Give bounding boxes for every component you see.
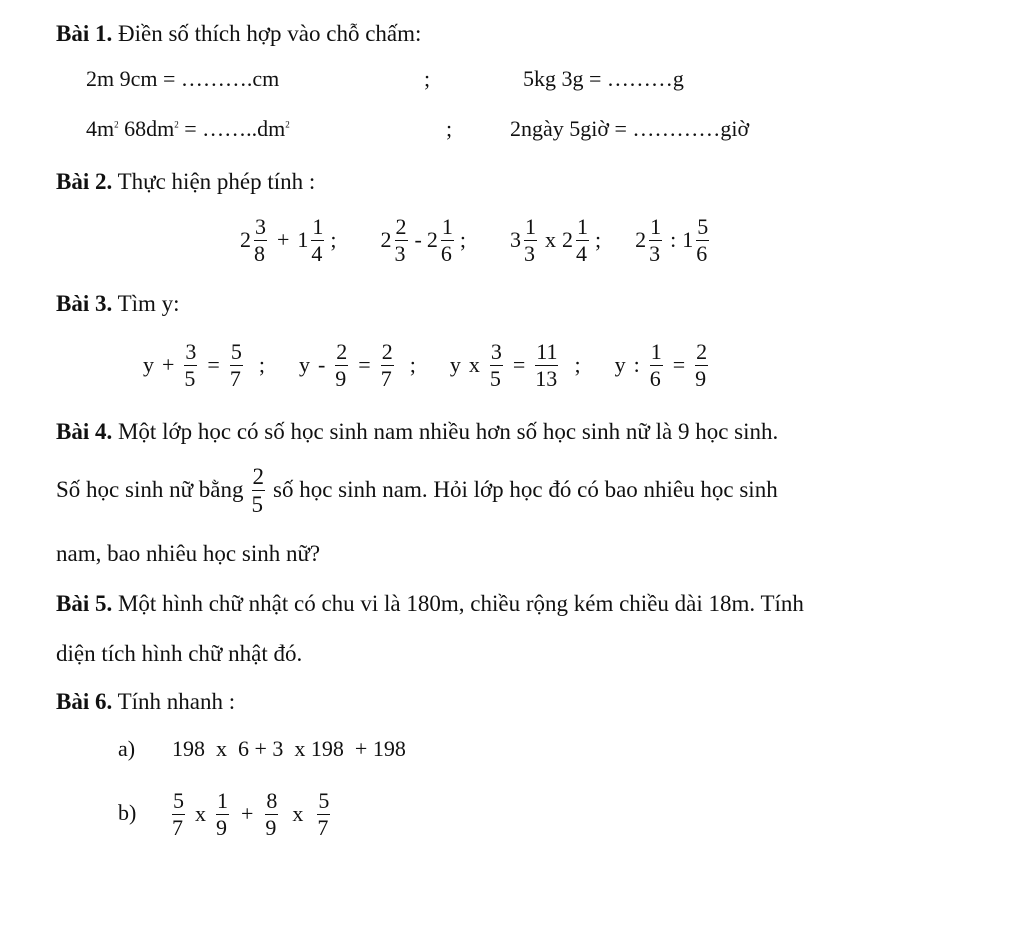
fraction bbox=[524, 213, 537, 266]
mixed-whole: 2 bbox=[635, 227, 647, 252]
denominator: 3 bbox=[649, 240, 661, 266]
bai4-text-2a: Số học sinh nữ bằng bbox=[56, 477, 244, 502]
denominator: 9 bbox=[335, 365, 347, 391]
separator: ; bbox=[409, 352, 416, 377]
bai3-instruction: Tìm y: bbox=[117, 291, 180, 316]
denominator: 7 bbox=[172, 814, 183, 840]
bai5-title: Bài 5. bbox=[56, 591, 113, 616]
bai3-title: Bài 3. bbox=[56, 291, 113, 316]
separator: ; bbox=[574, 352, 581, 377]
operator: - bbox=[317, 352, 326, 377]
bai5-line-2: diện tích hình chữ nhật đó. bbox=[56, 641, 303, 666]
numerator: 2 bbox=[381, 338, 393, 364]
superscript: 2 bbox=[114, 119, 119, 130]
denominator: 9 bbox=[695, 365, 707, 391]
bai5-text-1: Một hình chữ nhật có chu vi là 180m, chiều rộng kém chiều dài 18m. Tính bbox=[117, 591, 804, 616]
denominator: 9 bbox=[265, 814, 277, 840]
equals-sign: = bbox=[207, 352, 220, 377]
numerator: 1 bbox=[525, 213, 536, 239]
fraction bbox=[380, 338, 394, 391]
fraction bbox=[252, 465, 266, 516]
fraction bbox=[576, 213, 589, 266]
numerator: 2 bbox=[696, 338, 708, 364]
bai4-title: Bài 4. bbox=[56, 419, 113, 444]
denominator: 4 bbox=[311, 240, 323, 266]
denominator: 6 bbox=[649, 365, 661, 391]
bai1-item-2a-part3: = ……..dm bbox=[184, 116, 286, 141]
denominator: 5 bbox=[184, 365, 196, 391]
mixed-whole: 1 bbox=[682, 227, 694, 252]
numerator: 2 bbox=[252, 463, 265, 489]
numerator: 2 bbox=[395, 213, 407, 239]
bai1-item-2b: 2ngày 5giờ = …………giờ bbox=[510, 116, 750, 141]
fraction bbox=[649, 213, 662, 266]
bai2-expressions bbox=[240, 210, 711, 270]
separator: ; bbox=[459, 227, 466, 252]
variable-y: y bbox=[449, 352, 461, 377]
bai6-label-a: a) bbox=[118, 736, 136, 761]
operator: - bbox=[414, 227, 422, 252]
numerator: 5 bbox=[318, 787, 330, 813]
fraction bbox=[254, 213, 267, 266]
numerator: 1 bbox=[650, 213, 662, 239]
denominator: 6 bbox=[440, 240, 452, 266]
bai2-instruction: Thực hiện phép tính : bbox=[117, 169, 316, 194]
fraction bbox=[489, 338, 503, 391]
bai1-item-1a: 2m 9cm = ……….cm bbox=[86, 66, 280, 91]
numerator: 5 bbox=[230, 338, 242, 364]
bai6-label-b: b) bbox=[118, 800, 137, 825]
numerator: 11 bbox=[536, 338, 558, 364]
superscript: 2 bbox=[174, 119, 179, 130]
denominator: 7 bbox=[317, 814, 329, 840]
operator: + bbox=[241, 801, 254, 826]
numerator: 1 bbox=[650, 338, 662, 364]
numerator: 2 bbox=[336, 338, 348, 364]
fraction bbox=[172, 787, 185, 840]
superscript: 2 bbox=[285, 119, 290, 130]
bai6-heading bbox=[56, 690, 235, 713]
bai4-text-1: Một lớp học có số học sinh nam nhiều hơn số học sinh nữ là 9 học sinh. bbox=[117, 419, 779, 444]
fraction bbox=[535, 338, 558, 391]
fraction bbox=[317, 787, 330, 840]
bai5-line-1 bbox=[56, 592, 804, 615]
mixed-whole: 3 bbox=[510, 227, 521, 252]
bai3-heading bbox=[56, 292, 180, 315]
bai1-separator-1: ; bbox=[424, 66, 431, 91]
denominator: 7 bbox=[229, 365, 241, 391]
operator: + bbox=[162, 352, 175, 377]
equals-sign: = bbox=[512, 352, 526, 377]
bai4-line-2 bbox=[56, 460, 778, 520]
operator: : bbox=[670, 227, 677, 252]
numerator: 3 bbox=[255, 213, 266, 239]
bai2-heading bbox=[56, 170, 315, 193]
denominator: 5 bbox=[251, 491, 264, 517]
variable-y: y bbox=[143, 352, 154, 377]
variable-y: y bbox=[614, 352, 626, 377]
bai1-title: Bài 1. bbox=[56, 21, 113, 46]
bai1-item-2a-part2: 68dm bbox=[124, 116, 175, 141]
bai1-item-2a-part1: 4m bbox=[86, 116, 115, 141]
bai6-title: Bài 6. bbox=[56, 689, 113, 714]
fraction bbox=[229, 338, 243, 391]
fraction bbox=[695, 338, 708, 391]
numerator: 1 bbox=[577, 213, 588, 239]
bai3-equations bbox=[143, 335, 710, 395]
numerator: 8 bbox=[266, 787, 278, 813]
separator: ; bbox=[595, 227, 602, 252]
denominator: 8 bbox=[254, 240, 265, 266]
fraction bbox=[311, 213, 324, 266]
denominator: 3 bbox=[524, 240, 535, 266]
equals-sign: = bbox=[358, 352, 371, 377]
denominator: 9 bbox=[216, 814, 227, 840]
bai4-line-1 bbox=[56, 420, 778, 443]
bai1-item-1b: 5kg 3g = ………g bbox=[523, 66, 684, 91]
variable-y: y bbox=[298, 352, 310, 377]
separator: ; bbox=[330, 227, 337, 252]
mixed-whole: 2 bbox=[562, 227, 573, 252]
bai2-title: Bài 2. bbox=[56, 169, 113, 194]
fraction bbox=[216, 787, 229, 840]
operator: x bbox=[468, 352, 480, 377]
numerator: 1 bbox=[217, 787, 228, 813]
bai6-expression-b bbox=[170, 784, 332, 844]
fraction bbox=[184, 338, 197, 391]
fraction bbox=[440, 213, 454, 266]
numerator: 1 bbox=[441, 213, 453, 239]
bai6-instruction: Tính nhanh : bbox=[117, 689, 236, 714]
operator: x bbox=[292, 801, 304, 826]
operator: : bbox=[633, 352, 640, 377]
equals-sign: = bbox=[672, 352, 686, 377]
operator: x bbox=[195, 801, 206, 826]
operator: x bbox=[545, 227, 556, 252]
numerator: 5 bbox=[697, 213, 709, 239]
fraction bbox=[394, 213, 408, 266]
fraction bbox=[335, 338, 348, 391]
numerator: 3 bbox=[490, 338, 502, 364]
bai1-heading bbox=[56, 22, 421, 45]
fraction bbox=[265, 787, 278, 840]
numerator: 5 bbox=[173, 787, 184, 813]
numerator: 1 bbox=[312, 213, 324, 239]
mixed-whole: 2 bbox=[240, 227, 251, 252]
operator: + bbox=[277, 227, 290, 252]
denominator: 3 bbox=[394, 240, 406, 266]
fraction bbox=[649, 338, 663, 391]
bai1-separator-2: ; bbox=[446, 116, 453, 141]
mixed-whole: 2 bbox=[426, 227, 438, 252]
denominator: 7 bbox=[380, 365, 392, 391]
denominator: 13 bbox=[535, 365, 558, 391]
mixed-whole: 2 bbox=[380, 227, 392, 252]
numerator: 3 bbox=[185, 338, 197, 364]
bai1-item-2a bbox=[86, 118, 290, 140]
bai4-text-2b: số học sinh nam. Hỏi lớp học đó có bao nhiêu học sinh bbox=[273, 477, 778, 502]
fraction bbox=[696, 213, 709, 266]
denominator: 4 bbox=[576, 240, 587, 266]
bai4-line-3: nam, bao nhiêu học sinh nữ? bbox=[56, 541, 321, 566]
bai6-expression-a: 198 x 6 + 3 x 198 + 198 bbox=[172, 736, 406, 761]
bai1-instruction: Điền số thích hợp vào chỗ chấm: bbox=[117, 21, 422, 46]
separator: ; bbox=[258, 352, 265, 377]
denominator: 5 bbox=[489, 365, 501, 391]
mixed-whole: 1 bbox=[297, 227, 309, 252]
denominator: 6 bbox=[696, 240, 708, 266]
